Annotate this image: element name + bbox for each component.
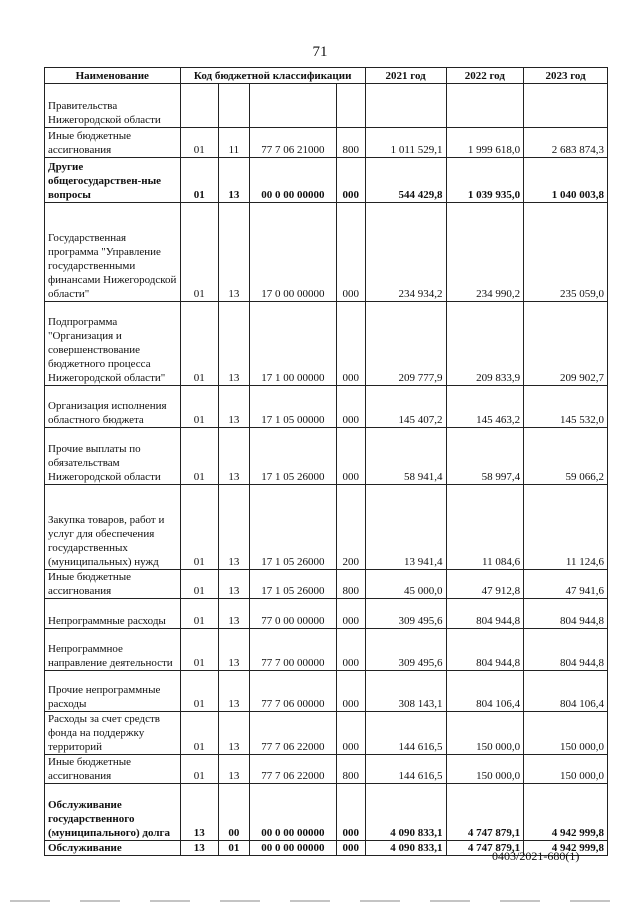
value-2022: 234 990,2 — [446, 203, 524, 302]
value-2021: 45 000,0 — [365, 570, 446, 599]
row-name: Организация исполнения областного бюджета — [45, 386, 181, 428]
code-subsection — [218, 84, 249, 128]
budget-table — [44, 67, 608, 856]
value-2021: 544 429,8 — [365, 158, 446, 203]
table-row — [45, 203, 608, 302]
code-target: 17 1 05 00000 — [249, 386, 336, 428]
row-name: Иные бюджетные ассигнования — [45, 755, 181, 784]
code-section: 13 — [180, 841, 218, 856]
table-row — [45, 485, 608, 570]
value-2021: 144 616,5 — [365, 755, 446, 784]
code-section: 01 — [180, 599, 218, 629]
header-2021: 2021 год — [365, 68, 446, 84]
code-subsection: 13 — [218, 158, 249, 203]
header-code: Код бюджетной классификации — [180, 68, 365, 84]
code-subsection: 13 — [218, 428, 249, 485]
table-row — [45, 671, 608, 712]
row-name: Иные бюджетные ассигнования — [45, 570, 181, 599]
value-2021: 209 777,9 — [365, 302, 446, 386]
table-row — [45, 128, 608, 158]
code-section: 01 — [180, 629, 218, 671]
code-target: 77 7 06 22000 — [249, 755, 336, 784]
code-target: 17 1 00 00000 — [249, 302, 336, 386]
value-2022: 150 000,0 — [446, 712, 524, 755]
value-2022: 11 084,6 — [446, 485, 524, 570]
table-row — [45, 784, 608, 841]
code-expense-type: 000 — [336, 712, 365, 755]
value-2021: 1 011 529,1 — [365, 128, 446, 158]
code-expense-type — [336, 84, 365, 128]
value-2022: 804 106,4 — [446, 671, 524, 712]
code-target: 77 0 00 00000 — [249, 599, 336, 629]
value-2023: 4 942 999,8 — [524, 841, 608, 856]
code-subsection: 00 — [218, 784, 249, 841]
value-2023: 209 902,7 — [524, 302, 608, 386]
value-2023: 235 059,0 — [524, 203, 608, 302]
document-code: 0403/2021-680(1) — [492, 849, 580, 863]
value-2021: 234 934,2 — [365, 203, 446, 302]
code-target — [249, 84, 336, 128]
row-name: Обслуживание — [45, 841, 181, 856]
value-2023 — [524, 84, 608, 128]
code-target: 00 0 00 00000 — [249, 841, 336, 856]
code-subsection: 13 — [218, 302, 249, 386]
value-2022: 145 463,2 — [446, 386, 524, 428]
value-2021: 144 616,5 — [365, 712, 446, 755]
code-subsection: 01 — [218, 841, 249, 856]
code-section: 01 — [180, 302, 218, 386]
value-2021: 309 495,6 — [365, 599, 446, 629]
value-2023: 145 532,0 — [524, 386, 608, 428]
code-expense-type: 000 — [336, 671, 365, 712]
table-row — [45, 712, 608, 755]
value-2023: 804 944,8 — [524, 629, 608, 671]
value-2023: 11 124,6 — [524, 485, 608, 570]
row-name: Закупка товаров, работ и услуг для обеспечения государственных (муниципальных) нужд — [45, 485, 181, 570]
value-2022: 58 997,4 — [446, 428, 524, 485]
code-section: 01 — [180, 203, 218, 302]
header-2022: 2022 год — [446, 68, 524, 84]
value-2022: 804 944,8 — [446, 629, 524, 671]
code-subsection: 13 — [218, 629, 249, 671]
code-expense-type: 000 — [336, 158, 365, 203]
code-section: 01 — [180, 386, 218, 428]
value-2022: 47 912,8 — [446, 570, 524, 599]
code-expense-type: 000 — [336, 629, 365, 671]
code-expense-type: 000 — [336, 599, 365, 629]
code-expense-type: 000 — [336, 203, 365, 302]
value-2021: 58 941,4 — [365, 428, 446, 485]
code-target: 77 7 00 00000 — [249, 629, 336, 671]
value-2023: 150 000,0 — [524, 755, 608, 784]
code-subsection: 13 — [218, 712, 249, 755]
code-target: 00 0 00 00000 — [249, 158, 336, 203]
table-row — [45, 428, 608, 485]
value-2023: 2 683 874,3 — [524, 128, 608, 158]
code-target: 17 0 00 00000 — [249, 203, 336, 302]
value-2023: 804 944,8 — [524, 599, 608, 629]
table-body — [45, 84, 608, 856]
value-2022: 1 999 618,0 — [446, 128, 524, 158]
value-2021: 4 090 833,1 — [365, 784, 446, 841]
code-section: 01 — [180, 570, 218, 599]
code-section: 13 — [180, 784, 218, 841]
code-subsection: 13 — [218, 570, 249, 599]
row-name: Расходы за счет средств фонда на поддержку территорий — [45, 712, 181, 755]
value-2023: 1 040 003,8 — [524, 158, 608, 203]
value-2022: 804 944,8 — [446, 599, 524, 629]
value-2022: 150 000,0 — [446, 755, 524, 784]
value-2021 — [365, 84, 446, 128]
table-row — [45, 158, 608, 203]
value-2021: 308 143,1 — [365, 671, 446, 712]
code-section: 01 — [180, 485, 218, 570]
row-name: Государственная программа "Управление государственными финансами Нижегородской области" — [45, 203, 181, 302]
table-row — [45, 629, 608, 671]
code-target: 17 1 05 26000 — [249, 485, 336, 570]
value-2022: 4 747 879,1 — [446, 841, 524, 856]
row-name: Правительства Нижегородской области — [45, 84, 181, 128]
table-row — [45, 84, 608, 128]
row-name: Обслуживание государственного (муниципального) долга — [45, 784, 181, 841]
table-header-row — [45, 68, 608, 84]
code-subsection: 13 — [218, 671, 249, 712]
code-section: 01 — [180, 128, 218, 158]
row-name: Подпрограмма "Организация и совершенствование бюджетного процесса Нижегородской области" — [45, 302, 181, 386]
code-subsection: 13 — [218, 485, 249, 570]
header-name: Наименование — [45, 68, 181, 84]
value-2023: 804 106,4 — [524, 671, 608, 712]
code-expense-type: 000 — [336, 841, 365, 856]
code-subsection: 11 — [218, 128, 249, 158]
code-subsection: 13 — [218, 599, 249, 629]
value-2023: 59 066,2 — [524, 428, 608, 485]
code-target: 77 7 06 21000 — [249, 128, 336, 158]
code-expense-type: 000 — [336, 428, 365, 485]
table-row — [45, 386, 608, 428]
code-target: 17 1 05 26000 — [249, 570, 336, 599]
row-name: Другие общегосударствен-ные вопросы — [45, 158, 181, 203]
code-section: 01 — [180, 712, 218, 755]
value-2021: 4 090 833,1 — [365, 841, 446, 856]
code-section: 01 — [180, 671, 218, 712]
value-2023: 4 942 999,8 — [524, 784, 608, 841]
value-2021: 13 941,4 — [365, 485, 446, 570]
code-subsection: 13 — [218, 203, 249, 302]
table-row — [45, 599, 608, 629]
code-expense-type: 200 — [336, 485, 365, 570]
page-number: 71 — [312, 44, 328, 60]
code-expense-type: 800 — [336, 755, 365, 784]
code-expense-type: 000 — [336, 386, 365, 428]
code-target: 77 7 06 22000 — [249, 712, 336, 755]
code-section: 01 — [180, 158, 218, 203]
code-target: 77 7 06 00000 — [249, 671, 336, 712]
code-expense-type: 800 — [336, 128, 365, 158]
code-expense-type: 000 — [336, 784, 365, 841]
row-name: Иные бюджетные ассигнования — [45, 128, 181, 158]
value-2021: 145 407,2 — [365, 386, 446, 428]
code-subsection: 13 — [218, 755, 249, 784]
value-2022: 1 039 935,0 — [446, 158, 524, 203]
value-2022: 209 833,9 — [446, 302, 524, 386]
table-row — [45, 755, 608, 784]
scan-artifact-line — [10, 900, 630, 902]
row-name: Прочие выплаты по обязательствам Нижегородской области — [45, 428, 181, 485]
row-name: Непрограммные расходы — [45, 599, 181, 629]
value-2022: 4 747 879,1 — [446, 784, 524, 841]
code-section: 01 — [180, 428, 218, 485]
value-2023: 47 941,6 — [524, 570, 608, 599]
row-name: Непрограммное направление деятельности — [45, 629, 181, 671]
table-row — [45, 302, 608, 386]
code-target: 00 0 00 00000 — [249, 784, 336, 841]
value-2023: 150 000,0 — [524, 712, 608, 755]
row-name: Прочие непрограммные расходы — [45, 671, 181, 712]
code-section: 01 — [180, 755, 218, 784]
value-2022 — [446, 84, 524, 128]
code-section — [180, 84, 218, 128]
header-2023: 2023 год — [524, 68, 608, 84]
code-expense-type: 800 — [336, 570, 365, 599]
table-row — [45, 570, 608, 599]
value-2021: 309 495,6 — [365, 629, 446, 671]
code-target: 17 1 05 26000 — [249, 428, 336, 485]
code-subsection: 13 — [218, 386, 249, 428]
code-expense-type: 000 — [336, 302, 365, 386]
